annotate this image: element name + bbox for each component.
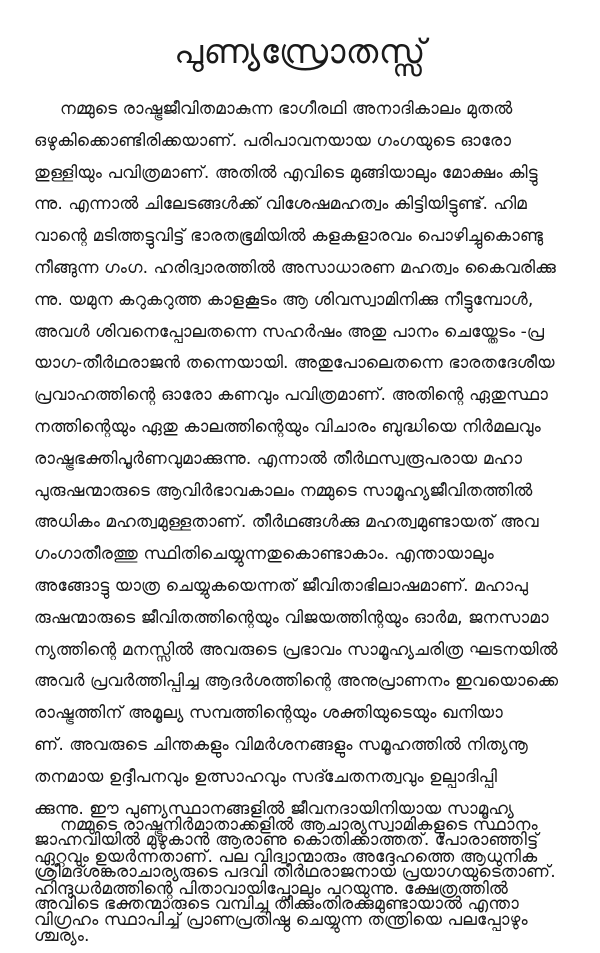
text-line: നീങ്ങുന്ന ഗംഗ. ഹരിദ്വാരത്തിൽ അസാധാരണ മഹത്വം കൈവരിക്കു: [34, 257, 557, 278]
text-line: അധികം മഹത്വമുള്ളതാണ്. തീർഥങ്ങൾക്കു മഹത്വമുണ്ടായത് അവ: [34, 512, 539, 533]
text-line: ന്നു. എന്നാൽ ചിലേടങ്ങൾക്ക് വിശേഷമഹത്വം കിട്ടിയിട്ടുണ്ട്. ഹിമ: [34, 194, 527, 215]
text-line: വാന്റെ മടിത്തട്ടുവിട്ട് ഭാരതഭൂമിയിൽ കളകളാരവം പൊഴിച്ചുകൊണ്ടു: [34, 226, 544, 247]
text-line: ണ്. അവരുടെ ചിന്തകളും വിമർശനങ്ങളും സമൂഹത്തിൽ നിത്യനൂ: [34, 734, 528, 755]
text-line: ജാഹ്നവിയിൽ മുഴുകാൻ ആരാണു കൊതിക്കാത്തത്. പോരാഞ്ഞിട്ട്: [34, 830, 539, 851]
text-line: രുഷന്മാരുടെ ജീവിതത്തിന്റെയും വിജയത്തിന്റയും ഓർമ, ജനസാമാ: [34, 607, 549, 628]
text-line: ഏറ്റവും ഉയർന്നതാണ്. പല വിദ്വാന്മാരും അദ്ദേഹത്തെ ആധുനിക: [34, 846, 538, 867]
text-line: ക്കുന്നു. ഈ പുണ്യസ്ഥാനങ്ങളിൽ ജീവനദായിനിയായ സാമൂഹ്യ: [34, 798, 514, 819]
text-line: നമ്മുടെ രാഷ്ട്രജീവിതമാകുന്ന ഭാഗീരഥി അനാദികാലം മുതൽ: [60, 99, 513, 119]
text-line: തുള്ളിയും പവിത്രമാണ്. അതിൽ എവിടെ മുങ്ങിയാലും മോക്ഷം കിട്ടു: [34, 162, 538, 183]
text-line: രാഷ്ട്രഭക്തിപൂർണവുമാക്കുന്നു. എന്നാൽ തീർഥസ്വരൂപരായ മഹാ: [34, 448, 523, 469]
text-line: അവൾ ശിവനെപ്പോലതന്നെ സഹർഷം അതു പാനം ചെയ്തേടം -പ്ര: [34, 321, 545, 342]
text-line: വിഗ്രഹം സ്ഥാപിച്ച് പ്രാണപ്രതിഷ്ഠ ചെയ്യുന്ന തന്ത്രിയെ പലപ്പോഴും: [34, 910, 528, 931]
text-line: നത്തിന്റെയും ഏതു കാലത്തിന്റെയും വിചാരം ബുദ്ധിയെ നിർമലവും: [34, 416, 541, 437]
text-line: അവർ പ്രവർത്തിപ്പിച്ച ആദർശത്തിന്റെ അനുപ്രാണനം ഇവയൊക്കെ: [34, 671, 559, 692]
text-line: യാഗ-തീർഥരാജൻ തന്നെയായി. അതുപോലെതന്നെ ഭാരതദേശീയ: [34, 353, 555, 374]
text-line: അങ്ങോട്ടു യാത്ര ചെയ്യുകയെന്നത് ജീവിതാഭിലാഷമാണ്. മഹാപു: [34, 575, 528, 596]
paragraph-2: [34, 810, 574, 937]
text-line: ശ്ചര്യം.: [34, 925, 90, 946]
text-line: ന്യത്തിന്റെ മനസ്സിൽ അവരുടെ പ്രഭാവം സാമൂഹ്യചരിത്ര ഘടനയിൽ: [34, 639, 558, 660]
text-line: പുരുഷന്മാരുടെ ആവിർഭാവകാലം നമ്മുടെ സാമൂഹ്യജീവിതത്തിൽ: [34, 480, 533, 501]
text-line: ഹിന്ദുധർമത്തിന്റെ പിതാവായിപ്പോലും പറയുന്നു. ക്ഷേത്രത്തിൽ: [34, 878, 508, 899]
text-line: ഗംഗാതീരത്തു സ്ഥിതിചെയ്യുന്നതുകൊണ്ടാകാം. എന്തായാലും: [34, 544, 494, 565]
text-line: ശ്രീമദ്ശങ്കരാചാര്യരുടെ പദവി തീർഥരാജനായ പ്രയാഗയുടെതാണ്.: [34, 862, 556, 883]
text-line: ന്നു. യമുന കറുകറുത്ത കാളകൂടം ആ ശിവസ്വാമിനിക്കു നീട്ടുമ്പോൾ,: [34, 289, 534, 310]
text-line: പ്രവാഹത്തിന്റെ ഓരോ കണവും പവിത്രമാണ്. അതിന്റെ ഏതുസ്ഥാ: [34, 385, 548, 406]
text-line: ഒഴുകിക്കൊണ്ടിരിക്കയാണ്. പരിപാവനയായ ഗംഗയുടെ ഓരോ: [34, 130, 512, 151]
text-line: തനമായ ഉദ്ദീപനവും ഉത്സാഹവും സദ്ചേതനത്വവും ഉല്പാദിപ്പി: [34, 766, 498, 787]
text-line: നമ്മുടെ രാഷ്ട്രനിർമാതാക്കളിൽ ആചാര്യസ്വാമികളുടെ സ്ഥാനം: [60, 815, 538, 835]
text-line: അവിടെ ഭക്തന്മാരുടെ വമ്പിച്ച തിക്കുംതിരക്കുമുണ്ടായാൽ എന്താ: [34, 893, 519, 914]
text-line: രാഷ്ട്രത്തിന് അമൂല്യ സമ്പത്തിന്റെയും ശക്തിയുടെയും ഖനിയാ: [34, 703, 503, 724]
page-title: പുണ്യസ്രോതസ്സ്: [174, 32, 426, 72]
